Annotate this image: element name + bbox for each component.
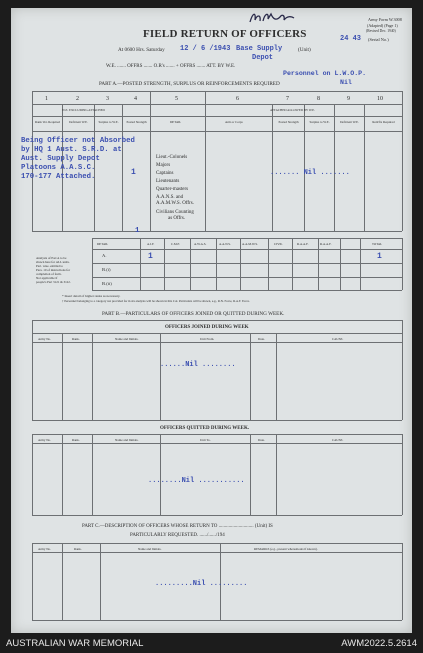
summary-head-raaf: R.A.A.F. <box>297 242 309 246</box>
unit-label: (Unit) <box>298 47 311 53</box>
summary-row-a: A. <box>102 253 107 258</box>
summary-side-note-2: shown here for ALL units. <box>36 260 70 264</box>
col-number-5: 5 <box>175 96 178 102</box>
summary-total-value: 1 <box>377 252 382 261</box>
quitted-head-name: Name and Initials. <box>115 438 139 442</box>
group-head-right: ATTACHED ALLOWED BY W.E. <box>270 108 316 112</box>
quitted-typed-nil: ........Nil ........... <box>148 477 245 485</box>
col-head-9: Deficient W.E. <box>340 120 359 124</box>
detail-lt-colonels: Lieut.-Colonels <box>156 155 188 160</box>
col-number-4: 4 <box>134 96 137 102</box>
summary-head-aans: A.A.N.S. <box>219 242 231 246</box>
summary-head-detail: DETAIL <box>97 242 109 246</box>
we-line: W.E. ....... OFFRS ....... O.R's ....... + OFFRS ....... ATT. BY W.E. <box>106 64 236 69</box>
form-reference-3: (Revised Dec. 1940) <box>366 29 396 33</box>
date-line-label: At 0600 Hrs. Saturday <box>118 47 165 53</box>
col-head-7: Posted Strength <box>278 120 299 124</box>
summary-head-cmf: C.M.F. <box>171 242 180 246</box>
joined-head-rank: Rank. <box>72 337 80 341</box>
col-head-4: Posted Strength <box>126 120 147 124</box>
quitted-title: OFFICERS QUITTED DURING WEEK. <box>160 426 250 431</box>
summary-side-note-5: completion of form. <box>36 272 62 276</box>
typed-nil-row: ....... Nil ....... <box>270 169 350 177</box>
footer-accession: AWM2022.5.2614 <box>341 638 417 649</box>
col-number-7: 7 <box>286 96 289 102</box>
summary-head-total: TOTAL <box>372 242 383 246</box>
part-c-head-rank: Rank. <box>74 547 82 551</box>
detail-aamws: A.A.M.W.S. Offrs. <box>156 201 194 206</box>
detail-as-offrs: as Offrs. <box>168 216 186 221</box>
quitted-head-date: Date. <box>258 438 265 442</box>
summary-head-awas: A.W.A.S. <box>194 242 207 246</box>
detail-aans: A.A.N.S. and <box>156 195 184 200</box>
summary-side-note-3: Part. wise. entitled to <box>36 264 64 268</box>
col-head-3: Surplus to W.E. <box>98 120 119 124</box>
unit-typed-2: Depot <box>252 54 274 62</box>
part-a-title: PART A.—POSTED STRENGTH, SURPLUS OR REINFORCEMENTS REQUIRED <box>99 81 280 87</box>
typed-note-line-2: by HQ 1 Aust. S.R.D. at <box>21 146 122 154</box>
col-number-8: 8 <box>317 96 320 102</box>
attached-typed-1: Personnel on L.W.O.P. <box>283 70 367 77</box>
summary-head-aamws: A.A.M.W.S. <box>242 242 258 246</box>
joined-head-name: Name and Initials. <box>115 337 139 341</box>
part-c-head-army-no: Army No. <box>38 547 51 551</box>
part-c-head-name: Name and Initials. <box>138 547 162 551</box>
col-head-1: Rank Ver. Required <box>35 120 60 124</box>
serial-label: (Serial No.) <box>368 37 389 42</box>
form-reference-2: (Adapted) (Page 1) <box>367 23 398 28</box>
joined-head-unit-from: Unit From. <box>200 337 215 341</box>
col-head-6: Arm or Corps <box>225 120 243 124</box>
typed-note-line-1: Being Officer not Absorbed <box>21 137 135 145</box>
part-b-title: PART B.—PARTICULARS OF OFFICERS JOINED OR QUITTED DURING WEEK. <box>102 311 285 317</box>
col-head-2: Deficient W.E. <box>69 120 88 124</box>
col-head-10: Rein'fts Required <box>372 120 395 124</box>
col-number-10: 10 <box>377 96 383 102</box>
joined-head-army-no: Army No. <box>38 337 51 341</box>
group-head-left: W.E. EXCLUDING ATTACHED <box>62 108 105 112</box>
joined-head-date: Date. <box>258 337 265 341</box>
form-reference-1: Army Form W.3008 <box>368 17 402 22</box>
quitted-head-army-no: Army No. <box>38 438 51 442</box>
summary-note-2: † Personnel belonging to a category not provided for in six analysis will be shown in this Col. Particulars will be shown, e.g., R.N. Force, R.A.F. Force. <box>62 299 250 303</box>
summary-head-civil: CIVIL <box>274 242 283 246</box>
summary-side-note-7: people's Part 3121 & 3122. <box>36 280 71 284</box>
col-number-9: 9 <box>347 96 350 102</box>
serial-typed: 24 43 <box>340 35 362 43</box>
part-c-subtitle: PARTICULARLY REQUESTED. ....../....../194 <box>130 533 225 538</box>
joined-head-cause: CAUSE. <box>332 337 344 341</box>
detail-civilians: Civilians Counting <box>156 210 194 215</box>
part-c-head-remarks: REMARKS (e.g., present whereabouts if known). <box>254 547 318 551</box>
summary-head-aif: A.I.F. <box>147 242 155 246</box>
quitted-head-unit-to: Unit To. <box>200 438 211 442</box>
summary-side-note-6: Not applicable if <box>36 276 58 280</box>
summary-side-note-4: Para. 10 of instructions for <box>36 268 71 272</box>
attached-typed-2: Nil <box>340 79 352 86</box>
detail-captains: Captains <box>156 171 174 176</box>
summary-side-note-1: Analysis of Part A to be <box>36 256 67 260</box>
summary-row-bii: B.(ii) <box>102 281 112 286</box>
archive-footer <box>0 633 423 653</box>
detail-quarter-masters: Quarter-masters <box>156 187 189 192</box>
col-head-5: DETAIL <box>170 120 182 124</box>
typed-note-line-3: Aust. Supply Depot <box>21 155 100 163</box>
unit-typed: Base Supply <box>236 45 283 53</box>
col-number-2: 2 <box>76 96 79 102</box>
summary-aif-value: 1 <box>148 252 153 261</box>
quitted-head-cause: CAUSE. <box>332 438 344 442</box>
joined-title: OFFICERS JOINED DURING WEEK <box>165 325 249 330</box>
detail-lieutenants: Lieutenants <box>156 179 180 184</box>
typed-count: 1 <box>131 168 136 177</box>
detail-majors: Majors <box>156 163 171 168</box>
typed-note-line-5: 170-177 Attached. <box>21 173 96 181</box>
col-number-1: 1 <box>45 96 48 102</box>
summary-row-bi: B.(i) <box>102 267 111 272</box>
form-title: FIELD RETURN OF OFFICERS <box>143 28 307 40</box>
date-typed: 12 / 6 /1943 <box>180 45 231 53</box>
summary-head-raaf-2: R.A.A.F. <box>320 242 332 246</box>
col-head-8: Surplus to W.E. <box>309 120 330 124</box>
handwritten-signature <box>247 10 297 26</box>
part-c-typed-nil: .........Nil ......... <box>155 580 248 588</box>
quitted-head-rank: Rank. <box>72 438 80 442</box>
part-c-title: PART C.—DESCRIPTION OF OFFICERS WHOSE RETURN TO ............................ (Unit) IS <box>82 524 273 529</box>
typed-note-line-4: Platoons A.A.S.C. <box>21 164 96 172</box>
footer-institution: AUSTRALIAN WAR MEMORIAL <box>6 638 144 649</box>
typed-total: 1 <box>135 227 140 235</box>
col-number-6: 6 <box>236 96 239 102</box>
joined-typed-nil: ......Nil ........ <box>160 361 236 369</box>
col-number-3: 3 <box>106 96 109 102</box>
summary-note-1: * Insert detail of higher ranks as necessary. <box>62 294 121 298</box>
